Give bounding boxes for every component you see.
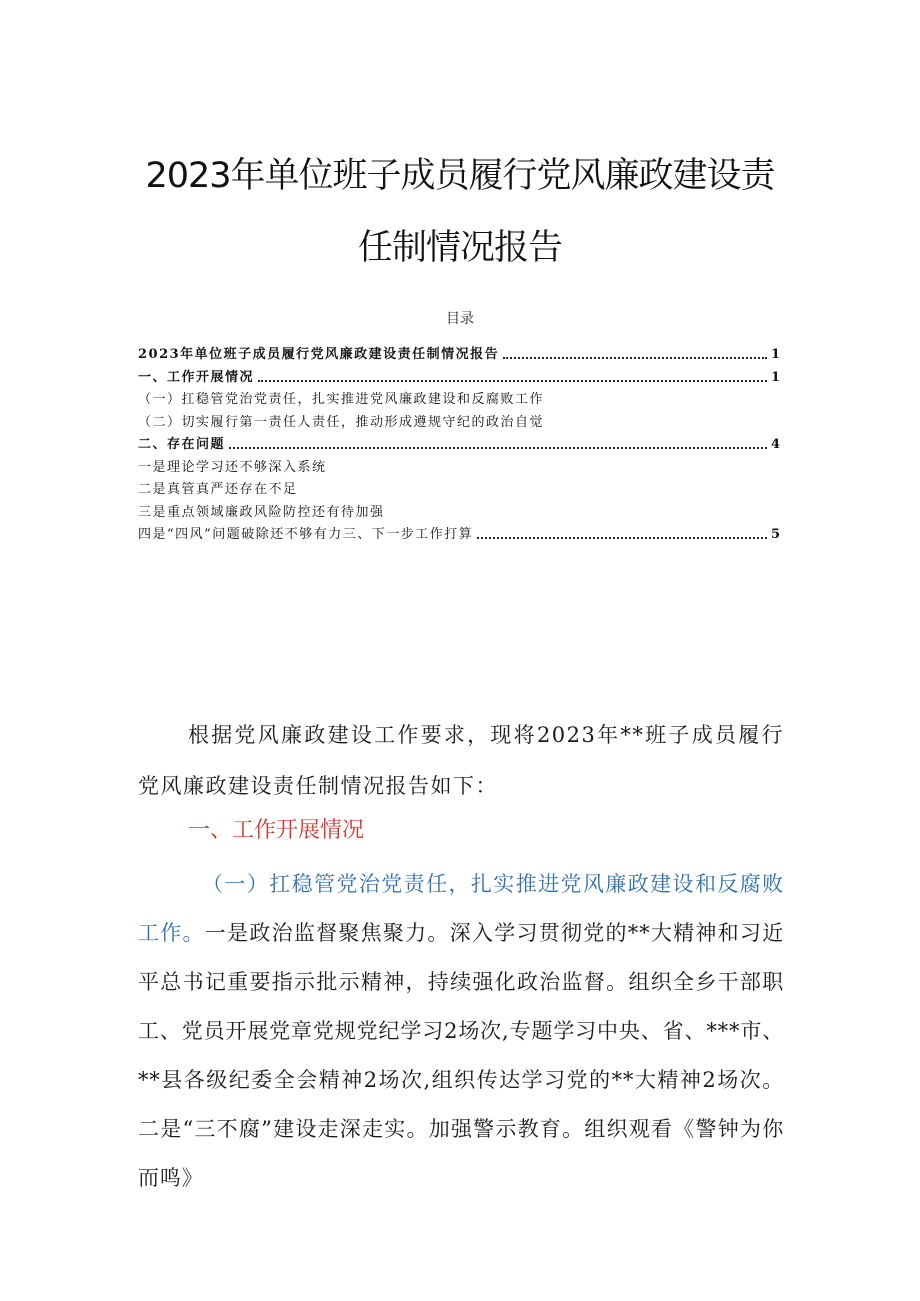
toc-entry-label: 一是理论学习还不够深入系统 [138, 459, 327, 475]
toc-entry-label: 二是真管真严还存在不足 [138, 482, 298, 497]
toc-entry-label: 一、工作开展情况 [138, 369, 255, 385]
toc-entry[interactable] [138, 478, 780, 501]
toc-page-number: 1 [770, 369, 780, 385]
toc-entry[interactable] [138, 523, 780, 546]
toc-entry[interactable] [138, 366, 780, 389]
toc-entry[interactable] [138, 501, 780, 524]
toc-entry-label: （二）切实履行第一责任人责任，推动形成遵规守纪的政治自觉 [138, 414, 545, 430]
toc-entry-label: 三是重点领域廉政风险防控还有待加强 [138, 504, 385, 520]
toc-entry[interactable] [138, 388, 780, 411]
toc-leader-dots [503, 357, 767, 359]
toc-page-number: 1 [770, 347, 780, 362]
toc-leader-dots [477, 537, 767, 539]
document-title-line-1: 2023年单位班子成员履行党风廉政建设责 [145, 156, 775, 196]
toc-entry-label: 2023年单位班子成员履行党风廉政建设责任制情况报告 [138, 347, 500, 362]
toc-entry[interactable] [138, 343, 780, 366]
toc-leader-dots [258, 380, 767, 382]
toc-entry[interactable] [138, 433, 780, 456]
toc-entry-label: 二、存在问题 [138, 437, 226, 452]
subsection-1-body: 一是政治监督聚焦聚力。深入学习贯彻党的**大精神和习近平总书记重要指示批示精神，持续强化政治监督。组织全乡干部职工、党员开展党章党规党纪学习2场次,专题学习中央、省、***市、**县各级纪委全会精神2场次,组织传达学习党的**大精神2场次。二是“三不腐”建设走深走实。加强警示教育。组织观看《警钟为你而鸣》 [138, 921, 784, 1190]
section-1-heading: 一、工作开展情况 [188, 818, 365, 843]
toc-page-number: 4 [770, 437, 780, 452]
toc-entry-label: （一）扛稳管党治党责任，扎实推进党风廉政建设和反腐败工作 [138, 392, 545, 407]
toc-page-number: 5 [770, 527, 780, 542]
table-of-contents [138, 343, 780, 546]
toc-leader-dots [229, 447, 767, 449]
toc-heading: 目录 [446, 311, 474, 327]
toc-entry[interactable] [138, 411, 780, 434]
toc-entry-label: 四是“四风”问题破除还不够有力三、下一步工作打算 [138, 527, 474, 542]
subsection-1-heading: （一）扛稳管党治党责任，扎实推进党风廉政建设和反腐败工作。 [138, 872, 784, 945]
subsection-1-paragraph [138, 860, 784, 1203]
document-title-line-2: 任制情况报告 [357, 228, 562, 268]
intro-paragraph: 根据党风廉政建设工作要求，现将2023年**班子成员履行党风廉政建设责任制情况报告如下： [138, 723, 784, 798]
toc-entry[interactable] [138, 456, 780, 479]
